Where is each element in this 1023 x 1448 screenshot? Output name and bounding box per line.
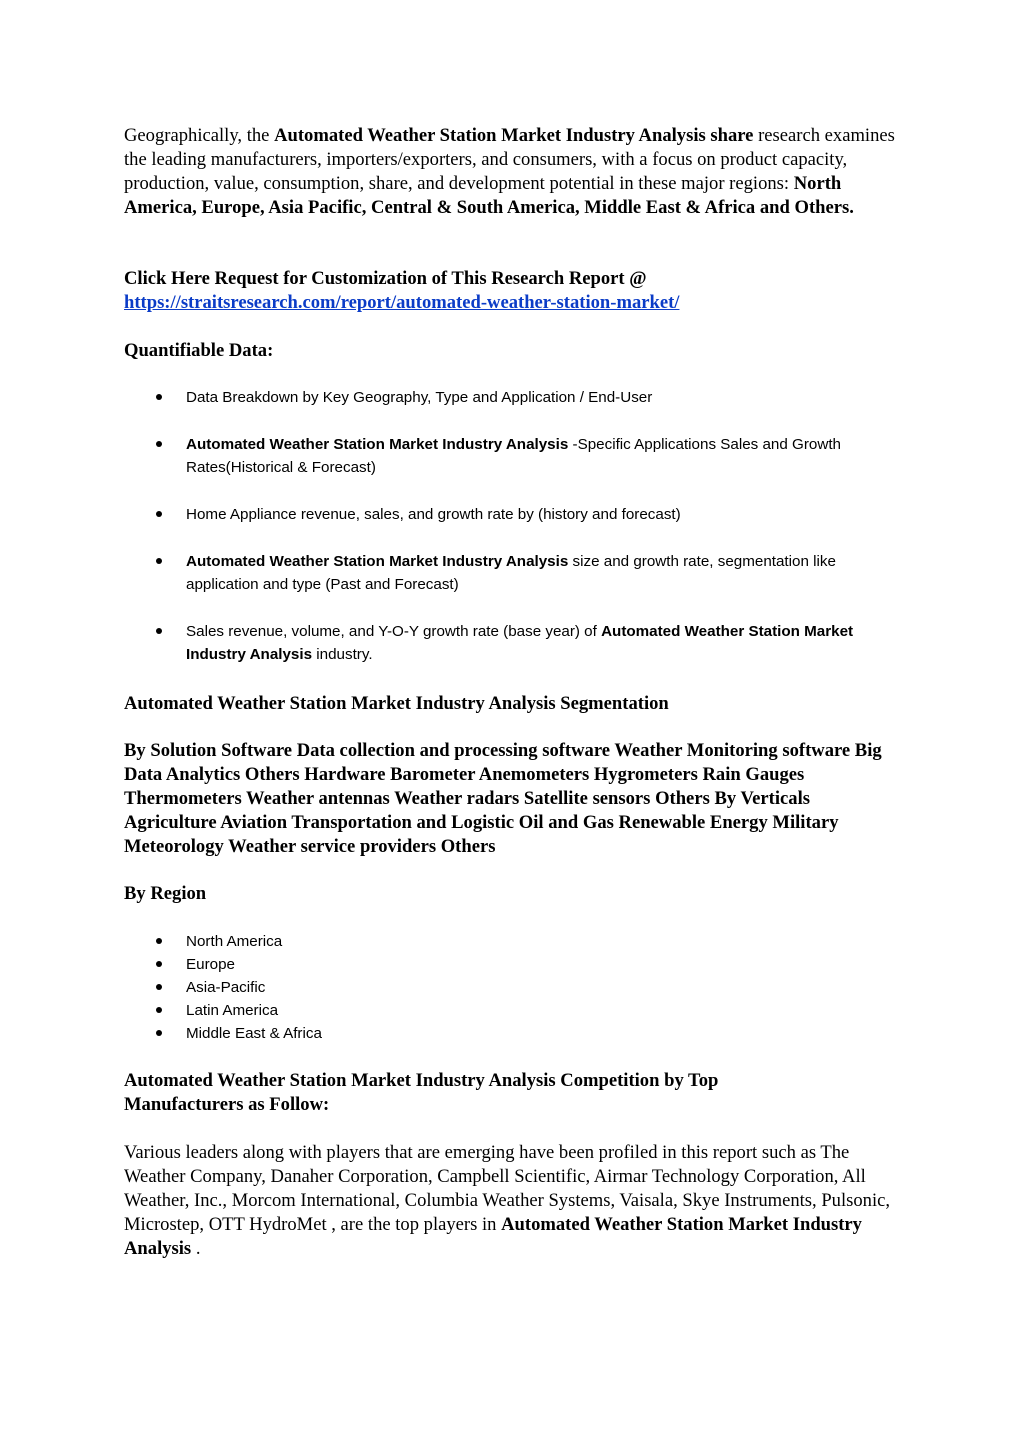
list-item — [0, 550, 886, 596]
item-text: Home Appliance revenue, sales, and growth rate by (history and forecast) — [186, 506, 681, 523]
bullet-icon — [156, 961, 162, 967]
region-label: North America — [186, 933, 283, 950]
region-label: Europe — [186, 956, 235, 973]
list-item — [0, 953, 886, 976]
list-item — [0, 620, 886, 666]
item-bold: Automated Weather Station Market Industry Analysis — [186, 436, 569, 453]
region-label: Middle East & Africa — [186, 1025, 322, 1042]
segmentation-heading: Automated Weather Station Market Industry Analysis Segmentation — [124, 693, 669, 714]
region-label: Asia-Pacific — [186, 979, 266, 996]
competition-bold: Automated Weather Station Market Industry Analysis — [124, 1214, 862, 1259]
competition-heading: Automated Weather Station Market Industry Analysis Competition by Top Manufacturers as Follow: — [124, 1070, 719, 1115]
item-pre: Sales revenue, volume, and Y-O-Y growth rate (base year) of — [186, 623, 602, 640]
bullet-icon — [156, 628, 162, 634]
item-text: industry. — [312, 646, 373, 663]
bullet-icon — [156, 394, 162, 400]
region-heading: By Region — [124, 883, 207, 904]
intro-paragraph — [124, 124, 904, 220]
competition-paragraph — [124, 1141, 904, 1261]
region-list — [0, 930, 1023, 1045]
intro-text-1: Geographically, the — [124, 125, 275, 146]
bullet-icon — [156, 511, 162, 517]
list-item — [0, 386, 886, 409]
list-item — [0, 433, 886, 479]
list-item — [0, 1022, 886, 1045]
item-text: -Specific Applications Sales and Growth Rates(Historical & Forecast) — [186, 436, 841, 476]
quantifiable-heading: Quantifiable Data: — [124, 340, 274, 361]
bullet-icon — [156, 441, 162, 447]
segmentation-body: By Solution Software Data collection and processing software Weather Monitoring software Big Data Analytics Others Hardware Barometer Anemometers Hygrometers Rain Gauges Thermometers Weather antennas Weather radars Satellite sensors Others By Verticals Agriculture Aviation Transportation and Logistic Oil and Gas Renewable Energy Military Meteorology Weather service providers Others — [124, 740, 882, 857]
list-item — [0, 503, 886, 526]
bullet-icon — [156, 938, 162, 944]
customization-paragraph — [124, 267, 904, 315]
bullet-icon — [156, 1030, 162, 1036]
competition-text-2: . — [191, 1238, 201, 1259]
competition-text-1: Various leaders along with players that are emerging have been profiled in this report such as The Weather Company, Danaher Corporation, Campbell Scientific, Airmar Technology Corporation, All Weather, Inc., Morcom International, Columbia Weather Systems, Vaisala, Skye Instruments, Pulsonic, Microstep, OTT HydroMet , are the top players in — [124, 1142, 891, 1235]
item-text: size and growth rate, segmentation like application and type (Past and Forecast) — [186, 553, 836, 593]
bullet-icon — [156, 558, 162, 564]
list-item — [0, 976, 886, 999]
customization-link[interactable]: https://straitsresearch.com/report/automated-weather-station-market/ — [124, 292, 680, 313]
intro-text-2: research examines the leading manufacturers, importers/exporters, and consumers, with a focus on product capacity, production, value, consumption, share, and development potential in these major regions: — [124, 125, 895, 194]
region-label: Latin America — [186, 1002, 279, 1019]
list-item — [0, 999, 886, 1022]
item-bold: Automated Weather Station Market Industry Analysis — [186, 553, 569, 570]
bullet-icon — [156, 984, 162, 990]
customization-label: Click Here Request for Customization of This Research Report @ — [124, 268, 647, 289]
bullet-icon — [156, 1007, 162, 1013]
list-item — [0, 930, 886, 953]
item-bold: Automated Weather Station Market Industry Analysis — [186, 623, 854, 663]
intro-bold-1: Automated Weather Station Market Industry Analysis share — [274, 125, 754, 146]
intro-bold-2: North America, Europe, Asia Pacific, Central & South America, Middle East & Africa and Others. — [124, 173, 854, 218]
item-text: Data Breakdown by Key Geography, Type and Application / End-User — [186, 389, 653, 406]
quantifiable-list — [0, 386, 1023, 666]
